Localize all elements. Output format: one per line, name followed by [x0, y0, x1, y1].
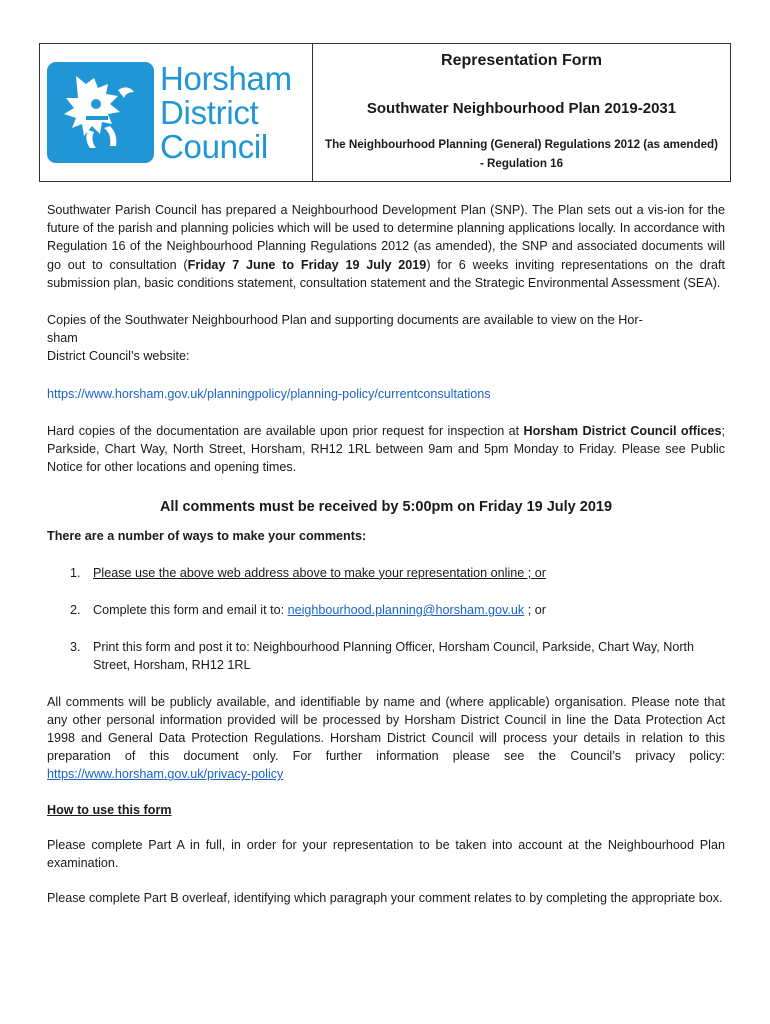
title-cell — [313, 44, 730, 181]
copies-line-1: Copies of the Southwater Neighbourhood Plan and supporting documents are available to view on the Hor- — [47, 313, 643, 328]
howto-heading: How to use this form — [47, 802, 172, 817]
hard-copies-paragraph — [47, 422, 725, 477]
consultation-dates: Friday 7 June to Friday 19 July 2019 — [187, 257, 427, 272]
list-item — [47, 601, 725, 619]
consultations-link[interactable]: https://www.horsham.gov.uk/planningpolicy/planning-policy/currentconsultations — [47, 386, 491, 401]
header-box — [39, 43, 731, 182]
email-option — [93, 601, 725, 619]
intro-text: Southwater Parish Council has prepared a Neighbourhood Development Plan (SNP). The Plan sets out a vis-ion for the future of the parish and planning policies which will be used to determine planning applications locally. In accordance with Regulation 16 of the Neighbourhood Planning Regulations 2012 (as amended), the SNP and associated documents will go out to consultation ( — [47, 203, 725, 272]
ways-heading: There are a number of ways to make your comments: — [47, 528, 367, 543]
part-a-instructions: Please complete Part A in full, in order for your representation to be taken into account at the Neighbourhood Plan examination. — [47, 837, 725, 871]
email-option-text: Complete this form and email it to: — [93, 603, 288, 618]
document-body — [47, 201, 725, 907]
list-number: 1. — [70, 565, 81, 580]
intro-paragraph — [47, 201, 725, 292]
intro-text-cont: ) for 6 weeks inviting representations on the draft submission plan, basic conditions statement, consultation statement and the Strategic Environmental Assessment (SEA). — [47, 257, 726, 290]
plan-title: Southwater Neighbourhood Plan 2019-2031 — [366, 100, 677, 117]
hard-copies-text: Hard copies of the documentation are available upon prior request for inspection at — [47, 423, 524, 438]
list-number: 3. — [70, 640, 81, 655]
privacy-text: All comments will be publicly available, and identifiable by name and (where applicable) organisation. Please note that any other personal information provided will be processed by Horsham District Council in line the Data Protection Act 1998 and General Data Protection Regulations. Horsham District Council will process your details in relation to this preparation of this document only. For further information please see the Council’s privacy policy: — [47, 694, 725, 764]
email-option-suffix: ; or — [524, 603, 546, 618]
online-option[interactable]: Please use the above web address above to make your representation online ; or — [93, 565, 546, 580]
website-link-line — [47, 385, 725, 403]
list-item — [47, 564, 725, 582]
list-number: 2. — [70, 603, 81, 618]
privacy-policy-link[interactable]: https://www.horsham.gov.uk/privacy-policy — [47, 767, 284, 782]
council-logo-wordmark: Horsham District Council — [160, 59, 292, 165]
privacy-paragraph — [47, 693, 725, 784]
list-item — [47, 638, 725, 674]
deadline-heading: All comments must be received by 5:00pm on Friday 19 July 2019 — [159, 499, 613, 516]
form-title: Representation Form — [441, 52, 602, 69]
copies-paragraph — [47, 311, 725, 366]
lion-crest-icon — [47, 62, 154, 163]
council-logo — [40, 44, 313, 181]
copies-line-2: sham — [47, 331, 78, 346]
copies-line-3: District Council’s website: — [47, 349, 190, 364]
part-b-instructions: Please complete Part B overleaf, identifying which paragraph your comment relates to by completing the appropriate box. — [47, 891, 723, 906]
council-offices: Horsham District Council offices — [523, 423, 722, 438]
email-link[interactable]: neighbourhood.planning@horsham.gov.uk — [287, 603, 525, 618]
post-option: Print this form and post it to: Neighbourhood Planning Officer, Horsham Council, Parkside, Chart Way, North Street, Horsham, RH12 1RL — [93, 640, 695, 673]
hard-copies-text-cont: ; Parkside, Chart Way, North Street, Horsham, RH12 1RL between 9am and 5pm Monday to Friday. Please see Public Notice for other locations and opening times. — [47, 423, 725, 475]
regulations-subtitle: The Neighbourhood Planning (General) Regulations 2012 (as amended) - Regulation 16 — [325, 138, 718, 170]
